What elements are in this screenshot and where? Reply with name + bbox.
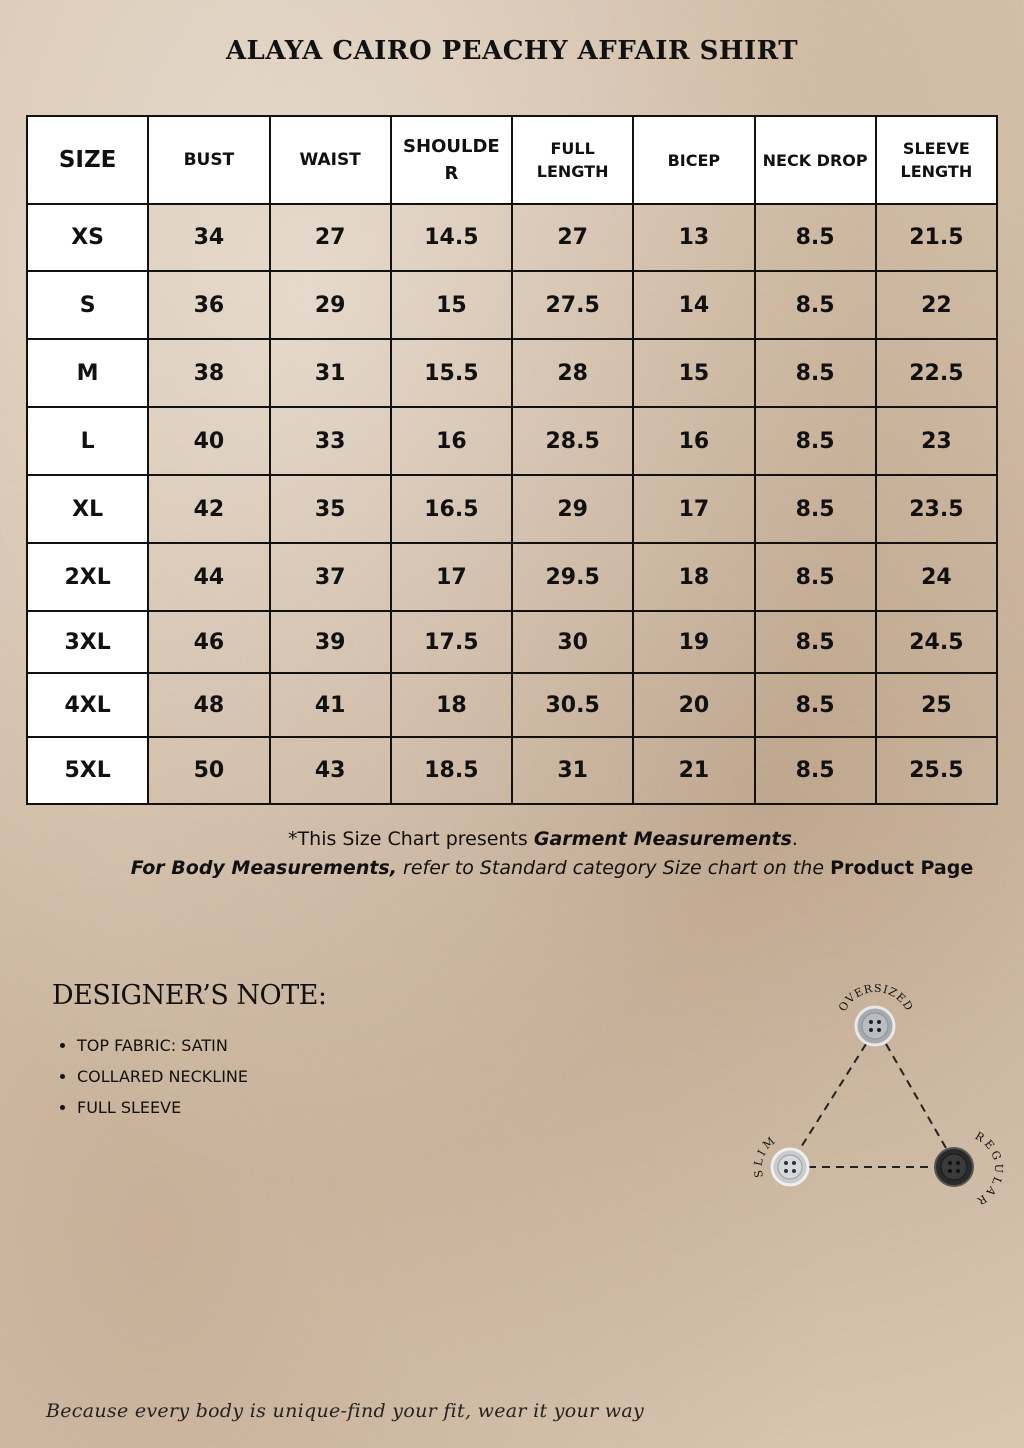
measurement-cell: 46 [148,611,269,673]
size-cell: L [27,407,148,475]
measurement-cell: 36 [148,271,269,339]
table-row [27,339,997,407]
measurement-cell: 8.5 [755,611,876,673]
header-bust: BUST [148,116,269,204]
table-header-row [27,116,997,204]
measurement-cell: 31 [270,339,391,407]
measurement-cell: 23 [876,407,997,475]
measurement-cell: 18 [633,543,754,611]
measurement-cell: 21.5 [876,204,997,271]
size-chart-table [26,115,998,805]
measurement-cell: 8.5 [755,407,876,475]
header-sleeve-length [876,116,997,204]
list-item: • FULL SLEEVE [77,1098,248,1118]
header-shoulder-text: SHOULDER [403,136,500,184]
list-item: • COLLARED NECKLINE [77,1067,248,1087]
measurement-cell: 29.5 [512,543,633,611]
designer-note-list [52,1036,248,1129]
list-item: • TOP FABRIC: SATIN [77,1036,248,1056]
measurement-cell: 17 [391,543,512,611]
measurement-cell: 21 [633,737,754,804]
table-row [27,737,997,804]
table-row [27,271,997,339]
oversized-button-icon [856,1007,894,1045]
measurement-cell: 40 [148,407,269,475]
page-title: ALAYA CAIRO PEACHY AFFAIR SHIRT [225,36,799,66]
table-row [27,407,997,475]
size-cell: 5XL [27,737,148,804]
measurement-cell: 8.5 [755,737,876,804]
table-row [27,673,997,737]
table-row [27,475,997,543]
size-cell: 3XL [27,611,148,673]
measurement-cell: 43 [270,737,391,804]
garment-note-suffix: . [791,828,798,850]
garment-note-bold: Garment Measurements [533,828,792,850]
measurement-cell: 50 [148,737,269,804]
measurement-cell: 34 [148,204,269,271]
size-cell: 2XL [27,543,148,611]
slim-button-icon [772,1149,808,1185]
measurement-cell: 44 [148,543,269,611]
body-note-product-page: Product Page [830,857,974,879]
measurement-cell: 18 [391,673,512,737]
header-full-length-text: FULL LENGTH [536,139,609,181]
header-size: SIZE [27,116,148,204]
measurement-cell: 38 [148,339,269,407]
header-bicep: BICEP [633,116,754,204]
size-cell: XS [27,204,148,271]
measurement-cell: 8.5 [755,271,876,339]
regular-label: REGULAR [972,1129,1006,1209]
body-note [0,857,1024,879]
table-row [27,204,997,271]
header-neck-drop: NECK DROP [755,116,876,204]
measurement-cell: 16.5 [391,475,512,543]
fit-line-top-right [886,1044,946,1148]
measurement-cell: 8.5 [755,339,876,407]
measurement-cell: 29 [512,475,633,543]
measurement-cell: 13 [633,204,754,271]
measurement-cell: 23.5 [876,475,997,543]
measurement-cell: 35 [270,475,391,543]
size-cell: M [27,339,148,407]
body-note-bold: For Body Measurements, [130,857,397,879]
measurement-cell: 8.5 [755,204,876,271]
measurement-cell: 37 [270,543,391,611]
header-shoulder [391,116,512,204]
tagline: Because every body is unique-find your fit, wear it your way [46,1400,645,1422]
measurement-cell: 15.5 [391,339,512,407]
measurement-cell: 31 [512,737,633,804]
regular-button-icon [935,1148,973,1186]
size-cell: S [27,271,148,339]
measurement-cell: 28.5 [512,407,633,475]
measurement-cell: 42 [148,475,269,543]
measurement-cell: 28 [512,339,633,407]
measurement-cell: 19 [633,611,754,673]
measurement-cell: 25.5 [876,737,997,804]
designer-note-title: DESIGNER’S NOTE: [52,980,327,1011]
measurement-cell: 30.5 [512,673,633,737]
measurement-cell: 29 [270,271,391,339]
measurement-cell: 48 [148,673,269,737]
measurement-cell: 24 [876,543,997,611]
measurement-cell: 8.5 [755,543,876,611]
measurement-cell: 17.5 [391,611,512,673]
svg-text:REGULAR [973,1129,1005,1208]
measurement-cell: 24.5 [876,611,997,673]
measurement-cell: 17 [633,475,754,543]
measurement-cell: 20 [633,673,754,737]
fit-line-top-left [798,1044,866,1152]
slim-label: SLIM [751,1132,780,1179]
measurement-cell: 22.5 [876,339,997,407]
measurement-cell: 18.5 [391,737,512,804]
oversized-label: OVERSIZED [836,981,916,1014]
measurement-cell: 8.5 [755,475,876,543]
measurement-cell: 16 [391,407,512,475]
measurement-cell: 27 [270,204,391,271]
measurement-cell: 41 [270,673,391,737]
table-row [27,543,997,611]
fit-diagram [740,970,1020,1220]
garment-note [0,828,1024,850]
body-note-mid: refer to Standard category Size chart on the [396,857,831,879]
table-row [27,611,997,673]
garment-note-prefix: *This Size Chart presents [288,828,534,850]
measurement-cell: 27 [512,204,633,271]
measurement-cell: 14.5 [391,204,512,271]
measurement-cell: 15 [391,271,512,339]
measurement-cell: 15 [633,339,754,407]
measurement-cell: 30 [512,611,633,673]
measurement-cell: 14 [633,271,754,339]
measurement-cell: 27.5 [512,271,633,339]
size-cell: XL [27,475,148,543]
measurement-cell: 39 [270,611,391,673]
measurement-cell: 8.5 [755,673,876,737]
measurement-cell: 33 [270,407,391,475]
measurement-cell: 25 [876,673,997,737]
header-full-length [512,116,633,204]
header-waist: WAIST [270,116,391,204]
measurement-cell: 22 [876,271,997,339]
measurement-cell: 16 [633,407,754,475]
header-sleeve-length-text: SLEEVE LENGTH [900,139,973,181]
size-cell: 4XL [27,673,148,737]
